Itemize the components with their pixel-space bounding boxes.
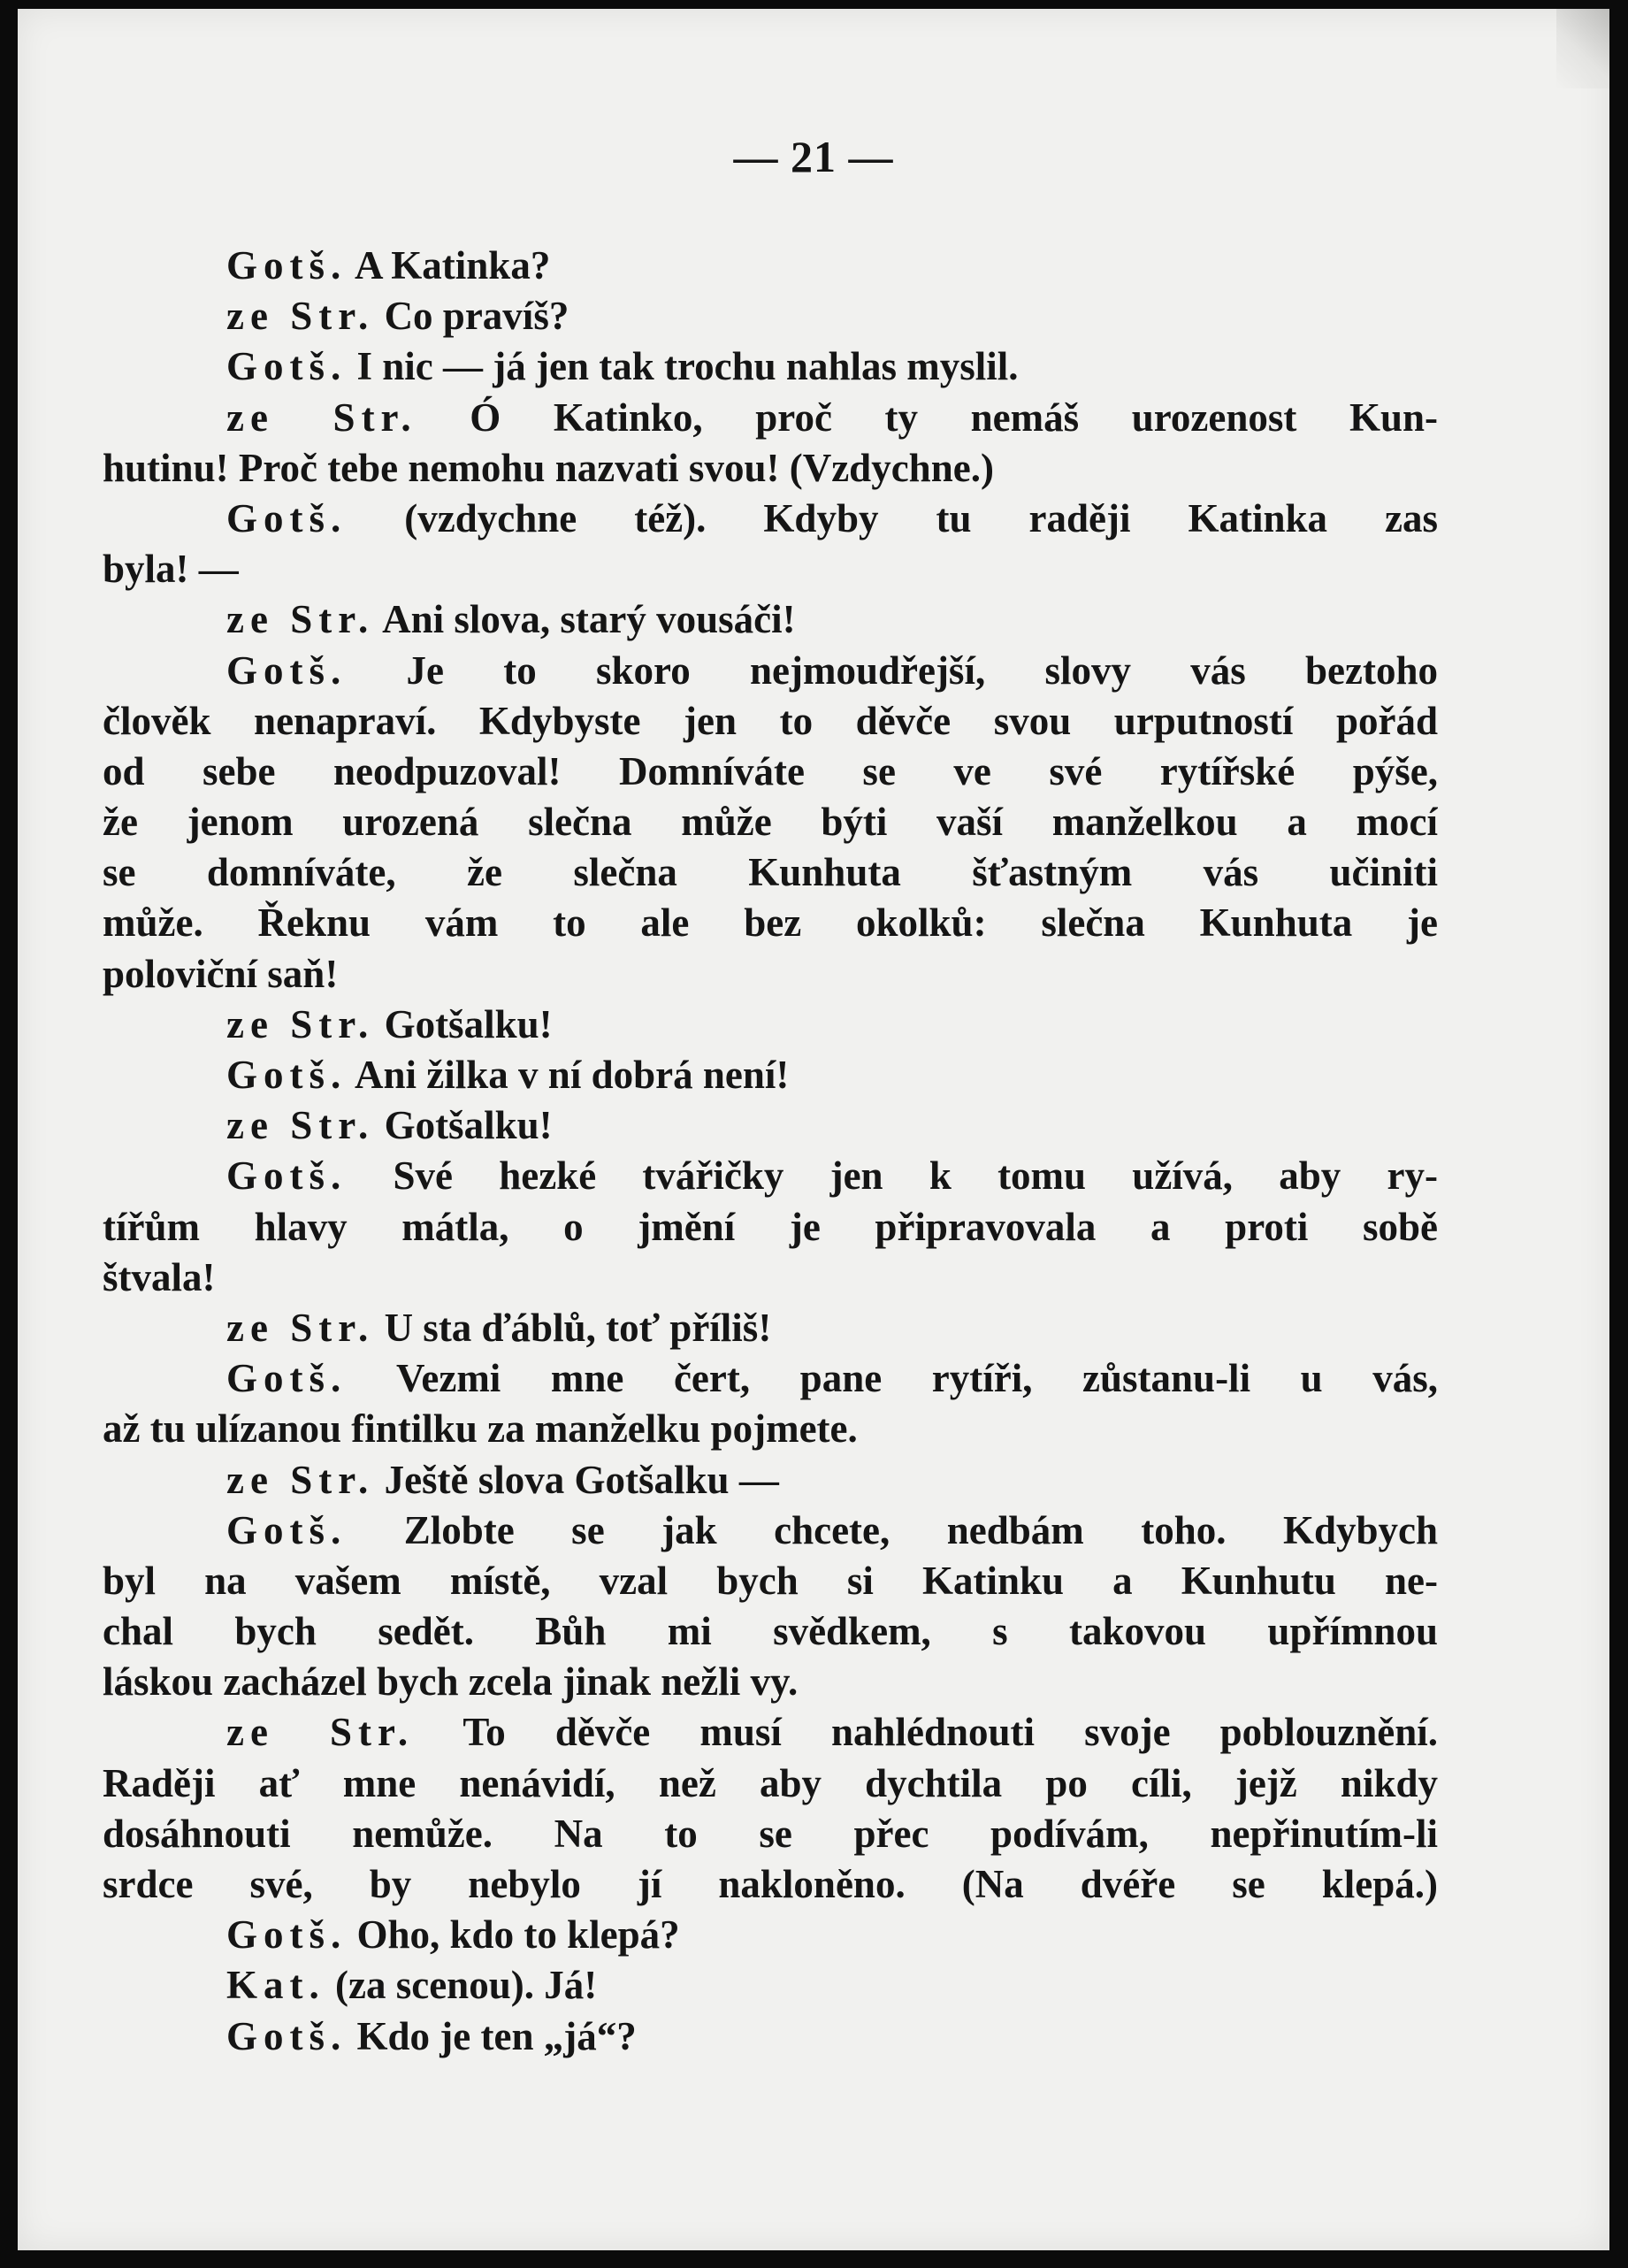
line-text: Ještě slova Gotšalku — [374, 1457, 779, 1502]
line-text: dosáhnouti nemůže. Na to se přec podívám, nepřinutím-li [103, 1811, 1438, 1856]
line-text: chal bych sedět. Bůh mi svědkem, s takovou upřímnou [103, 1609, 1438, 1654]
speaker-name: Gotš. [226, 1507, 348, 1552]
text-line [103, 241, 1438, 291]
line-text: Gotšalku! [374, 1001, 553, 1046]
speaker-name: Gotš. [226, 1912, 348, 1958]
line-text: srdce své, by nebylo jí nakloněno. (Na dvéře se klepá.) [103, 1862, 1438, 1906]
speaker-name: Gotš. [226, 2013, 348, 2058]
line-text: A Katinka? [347, 243, 551, 287]
line-text: hutinu! Proč tebe nemohu nazvati svou! (Vzdychne.) [103, 445, 994, 490]
text-line [103, 443, 1438, 494]
text-line [103, 1253, 1438, 1303]
line-text: I nic — já jen tak trochu nahlas myslil. [347, 344, 1019, 389]
speaker-name: ze Str. [226, 1457, 375, 1502]
text-line [103, 594, 1438, 645]
line-text: byla! — [103, 547, 239, 592]
line-text: To děvče musí nahlédnouti svoje poblouznění. [414, 1710, 1438, 1755]
text-line [103, 797, 1438, 847]
speaker-name: ze Str. [226, 1710, 415, 1755]
text-line [103, 2011, 1438, 2062]
text-line [103, 1657, 1438, 1707]
line-text: Oho, kdo to klepá? [347, 1912, 680, 1958]
text-line [103, 898, 1438, 948]
text-line [103, 1050, 1438, 1100]
speaker-name: ze Str. [226, 1103, 375, 1148]
speaker-name: ze Str. [226, 1305, 375, 1350]
line-text: Ó Katinko, proč ty nemáš urozenost Kun- [417, 395, 1438, 440]
text-line [103, 1151, 1438, 1201]
line-text: od sebe neodpuzoval! Domníváte se ve své rytířské pýše, [103, 748, 1438, 793]
text-line [103, 1707, 1438, 1758]
speaker-name: ze Str. [226, 294, 375, 339]
line-text: Zlobte se jak chcete, nedbám toho. Kdybych [347, 1507, 1438, 1552]
text-line [103, 1100, 1438, 1151]
text-line [103, 1556, 1438, 1606]
text-line [103, 847, 1438, 898]
text-line [103, 1606, 1438, 1657]
line-text: Vezmi mne čert, pane rytíři, zůstanu-li u vás, [347, 1356, 1438, 1401]
text-line [103, 1303, 1438, 1353]
line-text: Kdo je ten „já“? [347, 2013, 637, 2058]
text-line [103, 696, 1438, 747]
text-line [103, 1506, 1438, 1556]
text-line [103, 1758, 1438, 1809]
speaker-name: Kat. [226, 1963, 325, 2008]
text-line [103, 341, 1438, 392]
text-line [103, 1910, 1438, 1960]
line-text: Raději ať mne nenávidí, než aby dychtila po cíli, jejž nikdy [103, 1760, 1438, 1805]
text-line [103, 393, 1438, 443]
line-text: Co pravíš? [374, 294, 569, 339]
text-line [103, 949, 1438, 1000]
text-line [103, 1455, 1438, 1506]
line-text: až tu ulízanou fintilku za manželku pojmete. [103, 1406, 858, 1452]
speaker-name: Gotš. [226, 647, 348, 693]
line-text: Gotšalku! [374, 1103, 553, 1148]
speaker-name: ze Str. [226, 395, 417, 440]
line-text: Ani slova, starý vousáči! [374, 597, 796, 642]
line-text: člověk nenapraví. Kdybyste jen to děvče svou urputností pořád [103, 698, 1438, 743]
line-text: láskou zacházel bych zcela jinak nežli vy. [103, 1659, 799, 1705]
speaker-name: Gotš. [226, 344, 348, 389]
line-text: U sta ďáblů, toť příliš! [374, 1305, 772, 1350]
page-fold-corner [1556, 9, 1609, 88]
line-text: Své hezké tvářičky jen k tomu užívá, aby ry- [347, 1153, 1438, 1199]
text-line [103, 1960, 1438, 2011]
line-text: poloviční saň! [103, 951, 339, 996]
line-text: štvala! [103, 1254, 216, 1299]
text-line [103, 1404, 1438, 1454]
speaker-name: ze Str. [226, 1001, 375, 1046]
dialogue-text [103, 241, 1438, 2062]
text-line [103, 291, 1438, 341]
speaker-name: Gotš. [226, 1356, 348, 1401]
text-line [103, 1809, 1438, 1859]
line-text: (za scenou). Já! [325, 1963, 598, 2008]
line-text: byl na vašem místě, vzal bych si Katinku a Kunhutu ne- [103, 1558, 1438, 1603]
text-line [103, 544, 1438, 594]
text-line [103, 1202, 1438, 1253]
speaker-name: Gotš. [226, 1053, 348, 1097]
line-text: Ani žilka v ní dobrá není! [347, 1053, 790, 1097]
paper-sheet [18, 9, 1609, 2250]
speaker-name: Gotš. [226, 1153, 348, 1199]
line-text: tířům hlavy mátla, o jmění je připravovala a proti sobě [103, 1204, 1438, 1249]
text-line [103, 646, 1438, 696]
text-line [103, 494, 1438, 544]
line-text: Je to skoro nejmoudřejší, slovy vás beztoho [347, 647, 1438, 693]
line-text: se domníváte, že slečna Kunhuta šťastným vás učiniti [103, 850, 1438, 895]
line-text: že jenom urozená slečna může býti vaší manželkou a mocí [103, 800, 1438, 845]
speaker-name: ze Str. [226, 597, 375, 642]
text-line [103, 747, 1438, 797]
page-number: — 21 — [733, 132, 894, 181]
text-line [103, 1000, 1438, 1050]
line-text: může. Řeknu vám to ale bez okolků: slečna Kunhuta je [103, 900, 1438, 946]
line-text: (vzdychne též). Kdyby tu raději Katinka zas [347, 495, 1438, 540]
text-line [103, 1353, 1438, 1404]
text-line [103, 1859, 1438, 1910]
speaker-name: Gotš. [226, 495, 348, 540]
speaker-name: Gotš. [226, 243, 348, 287]
